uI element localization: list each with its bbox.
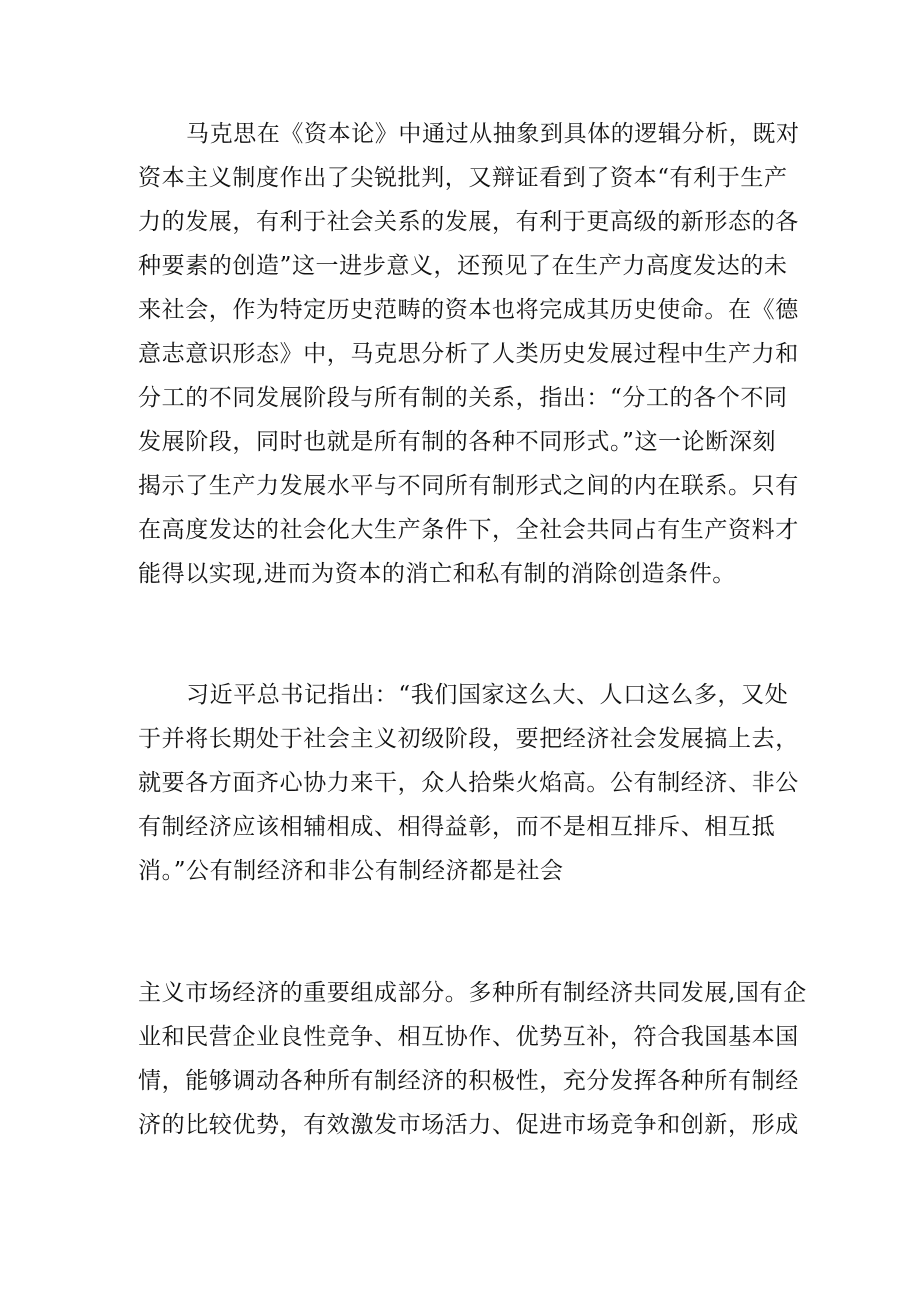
paragraph-2-line-1: 习近平总书记指出：“我们国家这么大、人口这么多，又处 [186, 682, 789, 708]
paragraph-1-line-3: 力的发展，有利于社会关系的发展，有利于更高级的新形态的各 [138, 209, 799, 235]
paragraph-1-line-4: 种要素的创造”这一进步意义，还预见了在生产力高度发达的未 [138, 253, 788, 279]
paragraph-1-line-8: 发展阶段，同时也就是所有制的各种不同形式。”这一论断深刻 [138, 429, 777, 455]
paragraph-1-line-11: 能得以实现,进而为资本的消亡和私有制的消除创造条件。 [138, 561, 736, 587]
paragraph-1-line-2: 资本主义制度作出了尖锐批判，又辩证看到了资本“有利于生产 [138, 165, 788, 191]
paragraph-1-line-10: 在高度发达的社会化大生产条件下，全社会共同占有生产资料才 [138, 517, 799, 543]
paragraph-3-line-2: 业和民营企业良性竞争、相互协作、优势互补，符合我国基本国 [138, 1024, 799, 1050]
paragraph-1-line-1: 马克思在《资本论》中通过从抽象到具体的逻辑分析，既对 [186, 121, 800, 147]
paragraph-3-line-3: 情，能够调动各种所有制经济的积极性，充分发挥各种所有制经 [138, 1068, 799, 1094]
paragraph-1-line-7: 分工的不同发展阶段与所有制的关系，指出：“分工的各个不同 [138, 385, 788, 411]
paragraph-3-line-4: 济的比较优势，有效激发市场活力、促进市场竞争和创新，形成 [138, 1112, 799, 1138]
paragraph-3-line-1: 主义市场经济的重要组成部分。多种所有制经济共同发展,国有企 [138, 980, 807, 1006]
paragraph-2-line-5: 消。”公有制经济和非公有制经济都是社会 [138, 858, 564, 884]
paragraph-2-line-4: 有制经济应该相辅相成、相得益彰，而不是相互排斥、相互抵 [138, 814, 776, 840]
paragraph-1-line-9: 揭示了生产力发展水平与不同所有制形式之间的内在联系。只有 [138, 473, 799, 499]
paragraph-2-line-3: 就要各方面齐心协力来干，众人拾柴火焰高。公有制经济、非公 [138, 770, 799, 796]
paragraph-2-line-2: 于并将长期处于社会主义初级阶段，要把经济社会发展搞上去， [138, 726, 799, 752]
paragraph-1-line-6: 意志意识形态》中，马克思分析了人类历史发展过程中生产力和 [138, 341, 799, 367]
paragraph-1-line-5: 来社会，作为特定历史范畴的资本也将完成其历史使命。在《德 [138, 297, 799, 323]
